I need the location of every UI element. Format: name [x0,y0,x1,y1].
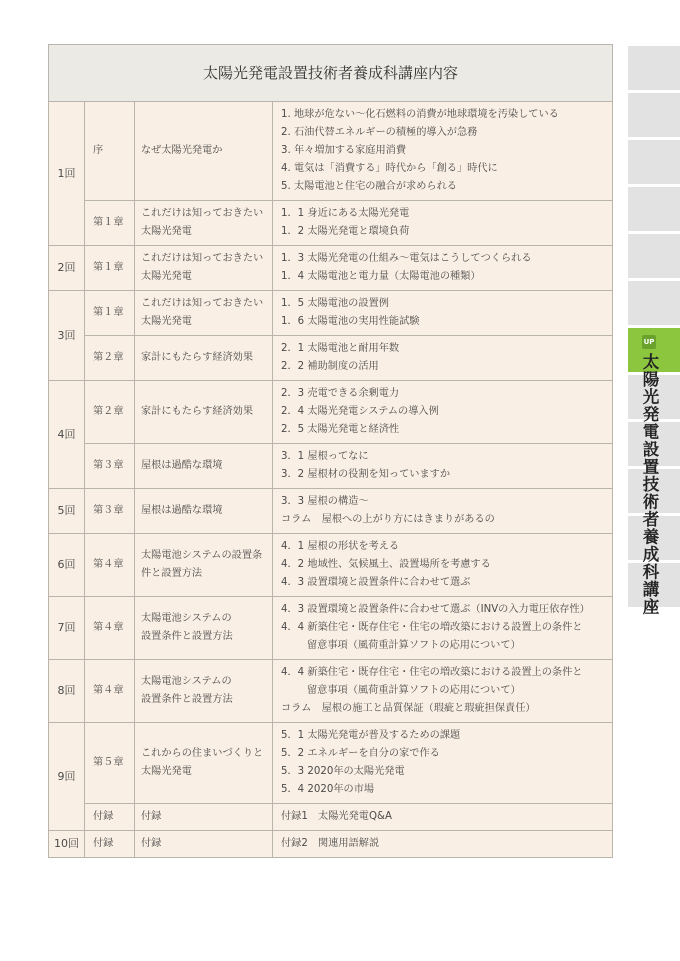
content-line: 5．3 2020年の太陽光発電 [281,766,405,777]
topic-line: これだけは知っておきたい [141,253,264,264]
table-row [49,381,613,444]
content-line: 5．2 エネルギーを自分の家で作る [281,748,440,759]
content-line: 1．2 太陽光発電と環境負荷 [281,226,410,237]
table-row [49,597,613,660]
chapter-cell: 第１章 [85,246,135,291]
topic-line: 屋根は過酷な環境 [141,460,223,471]
content-cell [273,489,613,534]
table-row [49,723,613,804]
content-cell [273,246,613,291]
session-number: 4回 [49,381,85,489]
table-body [49,102,613,858]
index-tab [628,281,680,325]
index-tab [628,234,680,278]
content-cell [273,534,613,597]
content-line: 1. 地球が危ない〜化石燃料の消費が地球環境を汚染している [281,109,559,120]
index-tab [628,187,680,231]
content-line: 留意事項（風荷重計算ソフトの応用について） [307,685,521,696]
content-line: 3．3 屋根の構造〜 [281,496,369,507]
session-number: 3回 [49,291,85,381]
topic-line: 付録 [141,811,162,822]
content-line: 2．2 補助制度の活用 [281,361,379,372]
table-row [49,246,613,291]
chapter-cell: 第３章 [85,489,135,534]
content-line: 2．4 太陽光発電システムの導入例 [281,406,439,417]
topic-line: 太陽光発電 [141,226,192,237]
topic-cell [135,381,273,444]
topic-cell [135,102,273,201]
topic-cell [135,831,273,858]
topic-cell [135,291,273,336]
chapter-cell: 第１章 [85,291,135,336]
topic-cell [135,597,273,660]
session-number: 5回 [49,489,85,534]
table-row [49,291,613,336]
content-cell [273,381,613,444]
content-cell [273,102,613,201]
topic-cell [135,489,273,534]
topic-line: 設置条件と設置方法 [141,631,233,642]
table-row [49,336,613,381]
session-number: 8回 [49,660,85,723]
topic-cell [135,246,273,291]
table-row [49,444,613,489]
chapter-cell: 第３章 [85,444,135,489]
chapter-cell: 第４章 [85,534,135,597]
topic-cell [135,534,273,597]
topic-cell [135,336,273,381]
topic-line: これだけは知っておきたい [141,298,264,309]
content-line: 3．2 屋根材の役割を知っていますか [281,469,451,480]
topic-cell [135,444,273,489]
session-number: 6回 [49,534,85,597]
content-cell [273,831,613,858]
content-cell [273,660,613,723]
content-line: 2．3 売電できる余剰電力 [281,388,400,399]
table-row [49,201,613,246]
course-content-table [48,44,613,858]
topic-line: 家計にもたらす経済効果 [141,352,254,363]
table-row [49,831,613,858]
table-row [49,102,613,201]
content-line: 3．1 屋根ってなに [281,451,369,462]
content-cell [273,597,613,660]
content-line: コラム 屋根の施工と品質保証（瑕疵と瑕疵担保責任） [281,703,536,714]
content-line: コラム 屋根への上がり方にはきまりがあるの [281,514,495,525]
content-line: 4．3 設置環境と設置条件に合わせて選ぶ [281,577,471,588]
topic-line: 家計にもたらす経済効果 [141,406,254,417]
chapter-cell: 序 [85,102,135,201]
content-line: 4．4 新築住宅・既存住宅・住宅の増改築における設置上の条件と [281,667,583,678]
sidebar-title: 太陽光発電設置技術者養成科講座 [640,353,659,616]
content-line: 5．4 2020年の市場 [281,784,375,795]
topic-line: これからの住まいづくりと [141,748,264,759]
chapter-cell: 第４章 [85,660,135,723]
content-line: 付録2 関連用語解説 [281,838,380,849]
table-row [49,660,613,723]
session-number: 1回 [49,102,85,246]
topic-line: 設置条件と設置方法 [141,694,233,705]
index-tab [628,93,680,137]
content-line: 2．5 太陽光発電と経済性 [281,424,400,435]
content-line: 2．1 太陽電池と耐用年数 [281,343,400,354]
content-line: 3. 年々増加する家庭用消費 [281,145,407,156]
topic-line: 件と設置方法 [141,568,203,579]
topic-line: 太陽光発電 [141,271,192,282]
content-line: 4．1 屋根の形状を考える [281,541,400,552]
topic-line: 太陽光発電 [141,316,192,327]
content-cell [273,804,613,831]
content-line: 付録1 太陽光発電Q&A [281,811,392,822]
session-number: 10回 [49,831,85,858]
chapter-cell: 付録 [85,804,135,831]
content-line: 4. 電気は「消費する」時代から「創る」時代に [281,163,498,174]
topic-line: 太陽電池システムの [141,676,232,687]
content-line: 2. 石油代替エネルギーの積極的導入が急務 [281,127,478,138]
chapter-cell: 第２章 [85,336,135,381]
topic-cell [135,660,273,723]
content-line: 5. 太陽電池と住宅の融合が求められる [281,181,457,192]
topic-cell [135,804,273,831]
content-line: 1．4 太陽電池と電力量（太陽電池の種類） [281,271,481,282]
chapter-cell: 付録 [85,831,135,858]
content-line: 1．3 太陽光発電の仕組み〜電気はこうしてつくられる [281,253,532,264]
session-number: 7回 [49,597,85,660]
index-tab [628,140,680,184]
content-cell [273,291,613,336]
topic-line: 太陽電池システムの設置条 [141,550,263,561]
chapter-cell: 第４章 [85,597,135,660]
session-number: 9回 [49,723,85,831]
content-line: 4．3 設置環境と設置条件に合わせて選ぶ（INVの入力電圧依存性） [281,604,590,615]
topic-line: なぜ太陽光発電か [141,145,223,156]
index-tab [628,46,680,90]
topic-line: 太陽光発電 [141,766,192,777]
topic-line: 付録 [141,838,162,849]
topic-line: 屋根は過酷な環境 [141,505,223,516]
content-line: 1．6 太陽電池の実用性能試験 [281,316,420,327]
table-row [49,804,613,831]
chapter-cell: 第５章 [85,723,135,804]
table-row [49,489,613,534]
content-cell [273,444,613,489]
content-cell [273,201,613,246]
content-line: 4．4 新築住宅・既存住宅・住宅の増改築における設置上の条件と [281,622,583,633]
content-cell [273,723,613,804]
topic-line: これだけは知っておきたい [141,208,264,219]
content-line: 1．5 太陽電池の設置例 [281,298,389,309]
up-badge-icon: UP [642,335,656,349]
content-line: 留意事項（風荷重計算ソフトの応用について） [307,640,521,651]
session-number: 2回 [49,246,85,291]
sidebar-section-label [636,335,662,616]
topic-cell [135,723,273,804]
topic-line: 太陽電池システムの [141,613,232,624]
content-line: 5．1 太陽光発電が普及するための課題 [281,730,461,741]
content-line: 1．1 身近にある太陽光発電 [281,208,410,219]
topic-cell [135,201,273,246]
chapter-cell: 第１章 [85,201,135,246]
chapter-cell: 第２章 [85,381,135,444]
content-line: 4．2 地域性、気候風土、設置場所を考慮する [281,559,491,570]
table-title: 太陽光発電設置技術者養成科講座内容 [49,45,613,102]
table-row [49,534,613,597]
content-cell [273,336,613,381]
